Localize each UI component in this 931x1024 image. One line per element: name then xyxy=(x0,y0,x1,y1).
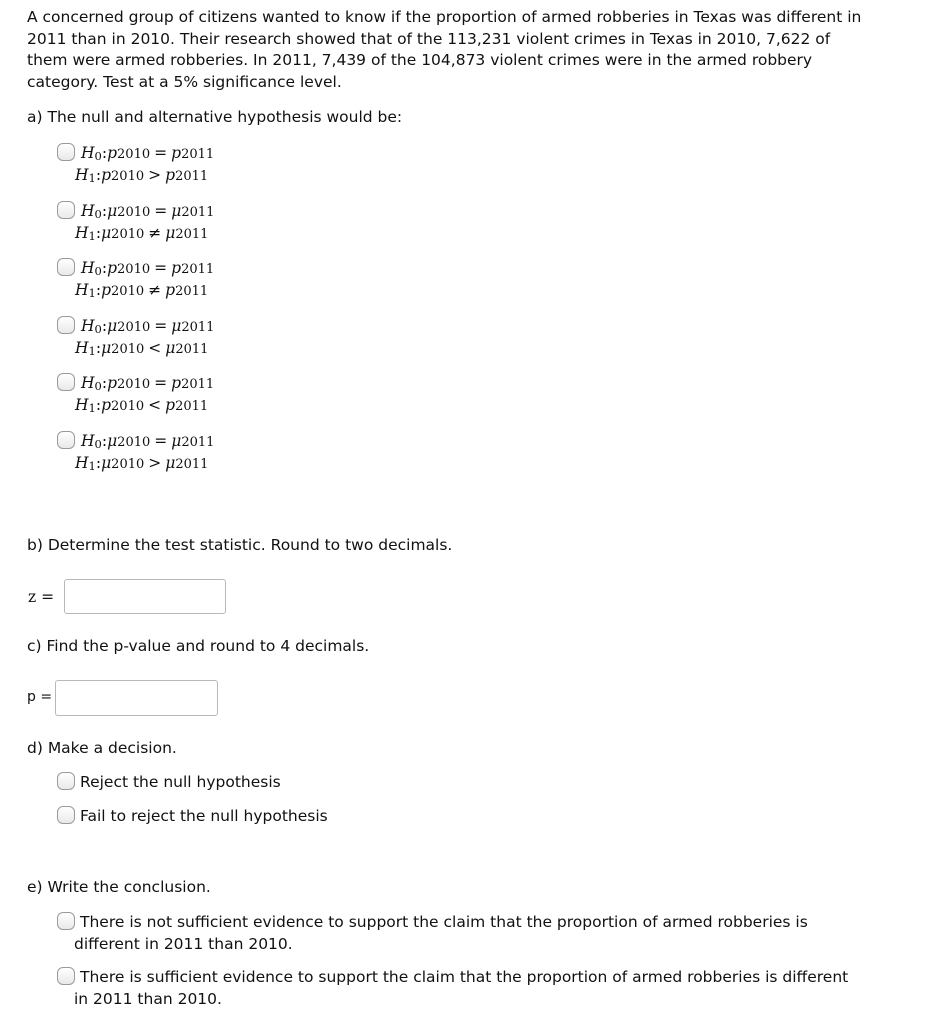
year-left: 2010 xyxy=(117,377,151,392)
h-subscript: 1 xyxy=(88,171,96,185)
h-label: H xyxy=(75,396,89,414)
colon: : xyxy=(101,144,108,162)
colon: : xyxy=(95,396,102,414)
year-left: 2010 xyxy=(111,457,145,472)
hypothesis-option-4-checkbox[interactable] xyxy=(57,316,75,334)
parameter-symbol: p xyxy=(107,144,118,162)
year-right: 2011 xyxy=(181,262,215,277)
h-label: H xyxy=(81,202,95,220)
year-right: 2011 xyxy=(181,147,215,162)
h-subscript: 0 xyxy=(94,437,102,451)
parameter-symbol: p xyxy=(107,259,118,277)
parameter-symbol: p xyxy=(165,166,176,184)
part-a-title: a) The null and alternative hypothesis would be: xyxy=(27,108,403,126)
parameter-symbol: μ xyxy=(101,339,112,357)
year-left: 2010 xyxy=(111,227,145,242)
parameter-symbol: p xyxy=(171,259,182,277)
hypothesis-option-1-h0 xyxy=(81,144,214,163)
h-label: H xyxy=(75,454,89,472)
problem-statement: A concerned group of citizens wanted to know if the proportion of armed robberies in Texas was different in 2011 than in 2010. Their research showed that of the 113,231 violent crimes in Texas in 2010, 7,622 of them were armed robberies. In 2011, 7,439 of the 104,873 violent crimes were in the armed robbery category. Test at a 5% significance level. xyxy=(27,8,862,91)
year-right: 2011 xyxy=(175,399,209,414)
year-left: 2010 xyxy=(117,320,151,335)
h-label: H xyxy=(81,317,95,335)
parameter-symbol: μ xyxy=(107,317,118,335)
colon: : xyxy=(95,281,102,299)
decision-reject-checkbox[interactable] xyxy=(57,772,75,790)
year-right: 2011 xyxy=(181,205,215,220)
year-right: 2011 xyxy=(181,320,215,335)
h-label: H xyxy=(75,339,89,357)
hypothesis-option-4-h1 xyxy=(75,339,208,358)
colon: : xyxy=(101,259,108,277)
h-label: H xyxy=(81,374,95,392)
h-subscript: 0 xyxy=(94,207,102,221)
h-subscript: 0 xyxy=(94,322,102,336)
h-label: H xyxy=(81,259,95,277)
parameter-symbol: p xyxy=(101,396,112,414)
z-input[interactable] xyxy=(64,579,226,614)
hypothesis-option-2-h1 xyxy=(75,224,208,243)
colon: : xyxy=(101,202,108,220)
decision-fail-checkbox[interactable] xyxy=(57,806,75,824)
h-label: H xyxy=(75,224,89,242)
parameter-symbol: μ xyxy=(165,224,176,242)
hypothesis-option-1-checkbox[interactable] xyxy=(57,143,75,161)
hypothesis-option-3-h0 xyxy=(81,259,214,278)
colon: : xyxy=(95,166,102,184)
h-subscript: 0 xyxy=(94,379,102,393)
relation-operator: < xyxy=(148,396,162,414)
year-right: 2011 xyxy=(181,435,215,450)
parameter-symbol: μ xyxy=(107,202,118,220)
year-right: 2011 xyxy=(175,169,209,184)
hypothesis-option-6-checkbox[interactable] xyxy=(57,431,75,449)
parameter-symbol: μ xyxy=(101,454,112,472)
year-left: 2010 xyxy=(111,399,145,414)
relation-operator: = xyxy=(154,202,168,220)
z-label: z = xyxy=(28,588,55,606)
conclusion-sufficient-checkbox[interactable] xyxy=(57,967,75,985)
h-label: H xyxy=(81,144,95,162)
parameter-symbol: p xyxy=(101,281,112,299)
relation-operator: = xyxy=(154,374,168,392)
relation-operator: = xyxy=(154,144,168,162)
h-subscript: 1 xyxy=(88,286,96,300)
part-c-title: c) Find the p-value and round to 4 decimals. xyxy=(27,637,370,655)
hypothesis-option-2-h0 xyxy=(81,202,214,221)
year-left: 2010 xyxy=(111,284,145,299)
parameter-symbol: p xyxy=(171,144,182,162)
relation-operator: > xyxy=(148,454,162,472)
parameter-symbol: p xyxy=(171,374,182,392)
parameter-symbol: μ xyxy=(171,317,182,335)
conclusion-not-sufficient-label: There is not sufficient evidence to support the claim that the proportion of armed robberies is different in 2011 than 2010. xyxy=(74,913,808,953)
hypothesis-option-3-checkbox[interactable] xyxy=(57,258,75,276)
h-label: H xyxy=(75,166,89,184)
relation-operator: < xyxy=(148,339,162,357)
year-left: 2010 xyxy=(117,262,151,277)
hypothesis-option-6-h1 xyxy=(75,454,208,473)
relation-operator: ≠ xyxy=(148,224,162,242)
year-right: 2011 xyxy=(181,377,215,392)
parameter-symbol: μ xyxy=(171,202,182,220)
year-left: 2010 xyxy=(117,435,151,450)
hypothesis-option-6-h0 xyxy=(81,432,214,451)
parameter-symbol: p xyxy=(165,396,176,414)
relation-operator: > xyxy=(148,166,162,184)
year-left: 2010 xyxy=(117,147,151,162)
h-subscript: 1 xyxy=(88,344,96,358)
conclusion-not-sufficient-checkbox[interactable] xyxy=(57,912,75,930)
decision-reject-label: Reject the null hypothesis xyxy=(80,773,281,791)
relation-operator: = xyxy=(154,432,168,450)
part-e-title: e) Write the conclusion. xyxy=(27,878,211,896)
hypothesis-option-5-checkbox[interactable] xyxy=(57,373,75,391)
part-b-title: b) Determine the test statistic. Round to two decimals. xyxy=(27,536,453,554)
year-right: 2011 xyxy=(175,227,209,242)
colon: : xyxy=(95,454,102,472)
parameter-symbol: μ xyxy=(171,432,182,450)
hypothesis-option-4-h0 xyxy=(81,317,214,336)
hypothesis-option-3-h1 xyxy=(75,281,208,300)
parameter-symbol: p xyxy=(107,374,118,392)
year-left: 2010 xyxy=(111,342,145,357)
colon: : xyxy=(95,224,102,242)
hypothesis-option-2-checkbox[interactable] xyxy=(57,201,75,219)
relation-operator: = xyxy=(154,259,168,277)
h-subscript: 0 xyxy=(94,264,102,278)
year-right: 2011 xyxy=(175,457,209,472)
year-right: 2011 xyxy=(175,284,209,299)
h-subscript: 0 xyxy=(94,149,102,163)
parameter-symbol: p xyxy=(101,166,112,184)
colon: : xyxy=(101,317,108,335)
colon: : xyxy=(101,374,108,392)
parameter-symbol: μ xyxy=(101,224,112,242)
year-right: 2011 xyxy=(175,342,209,357)
h-label: H xyxy=(81,432,95,450)
relation-operator: ≠ xyxy=(148,281,162,299)
year-left: 2010 xyxy=(111,169,145,184)
parameter-symbol: μ xyxy=(107,432,118,450)
colon: : xyxy=(95,339,102,357)
parameter-symbol: μ xyxy=(165,454,176,472)
parameter-symbol: μ xyxy=(165,339,176,357)
hypothesis-option-5-h1 xyxy=(75,396,208,415)
part-d-title: d) Make a decision. xyxy=(27,739,177,757)
colon: : xyxy=(101,432,108,450)
p-value-input[interactable] xyxy=(55,680,218,716)
h-subscript: 1 xyxy=(88,229,96,243)
decision-fail-label: Fail to reject the null hypothesis xyxy=(80,807,328,825)
relation-operator: = xyxy=(154,317,168,335)
conclusion-sufficient-label: There is sufficient evidence to support the claim that the proportion of armed robberies is different in 2011 than 2010. xyxy=(74,968,849,1008)
parameter-symbol: p xyxy=(165,281,176,299)
h-subscript: 1 xyxy=(88,459,96,473)
h-label: H xyxy=(75,281,89,299)
hypothesis-option-1-h1 xyxy=(75,166,208,185)
p-label: p = xyxy=(27,689,53,705)
h-subscript: 1 xyxy=(88,401,96,415)
hypothesis-option-5-h0 xyxy=(81,374,214,393)
year-left: 2010 xyxy=(117,205,151,220)
